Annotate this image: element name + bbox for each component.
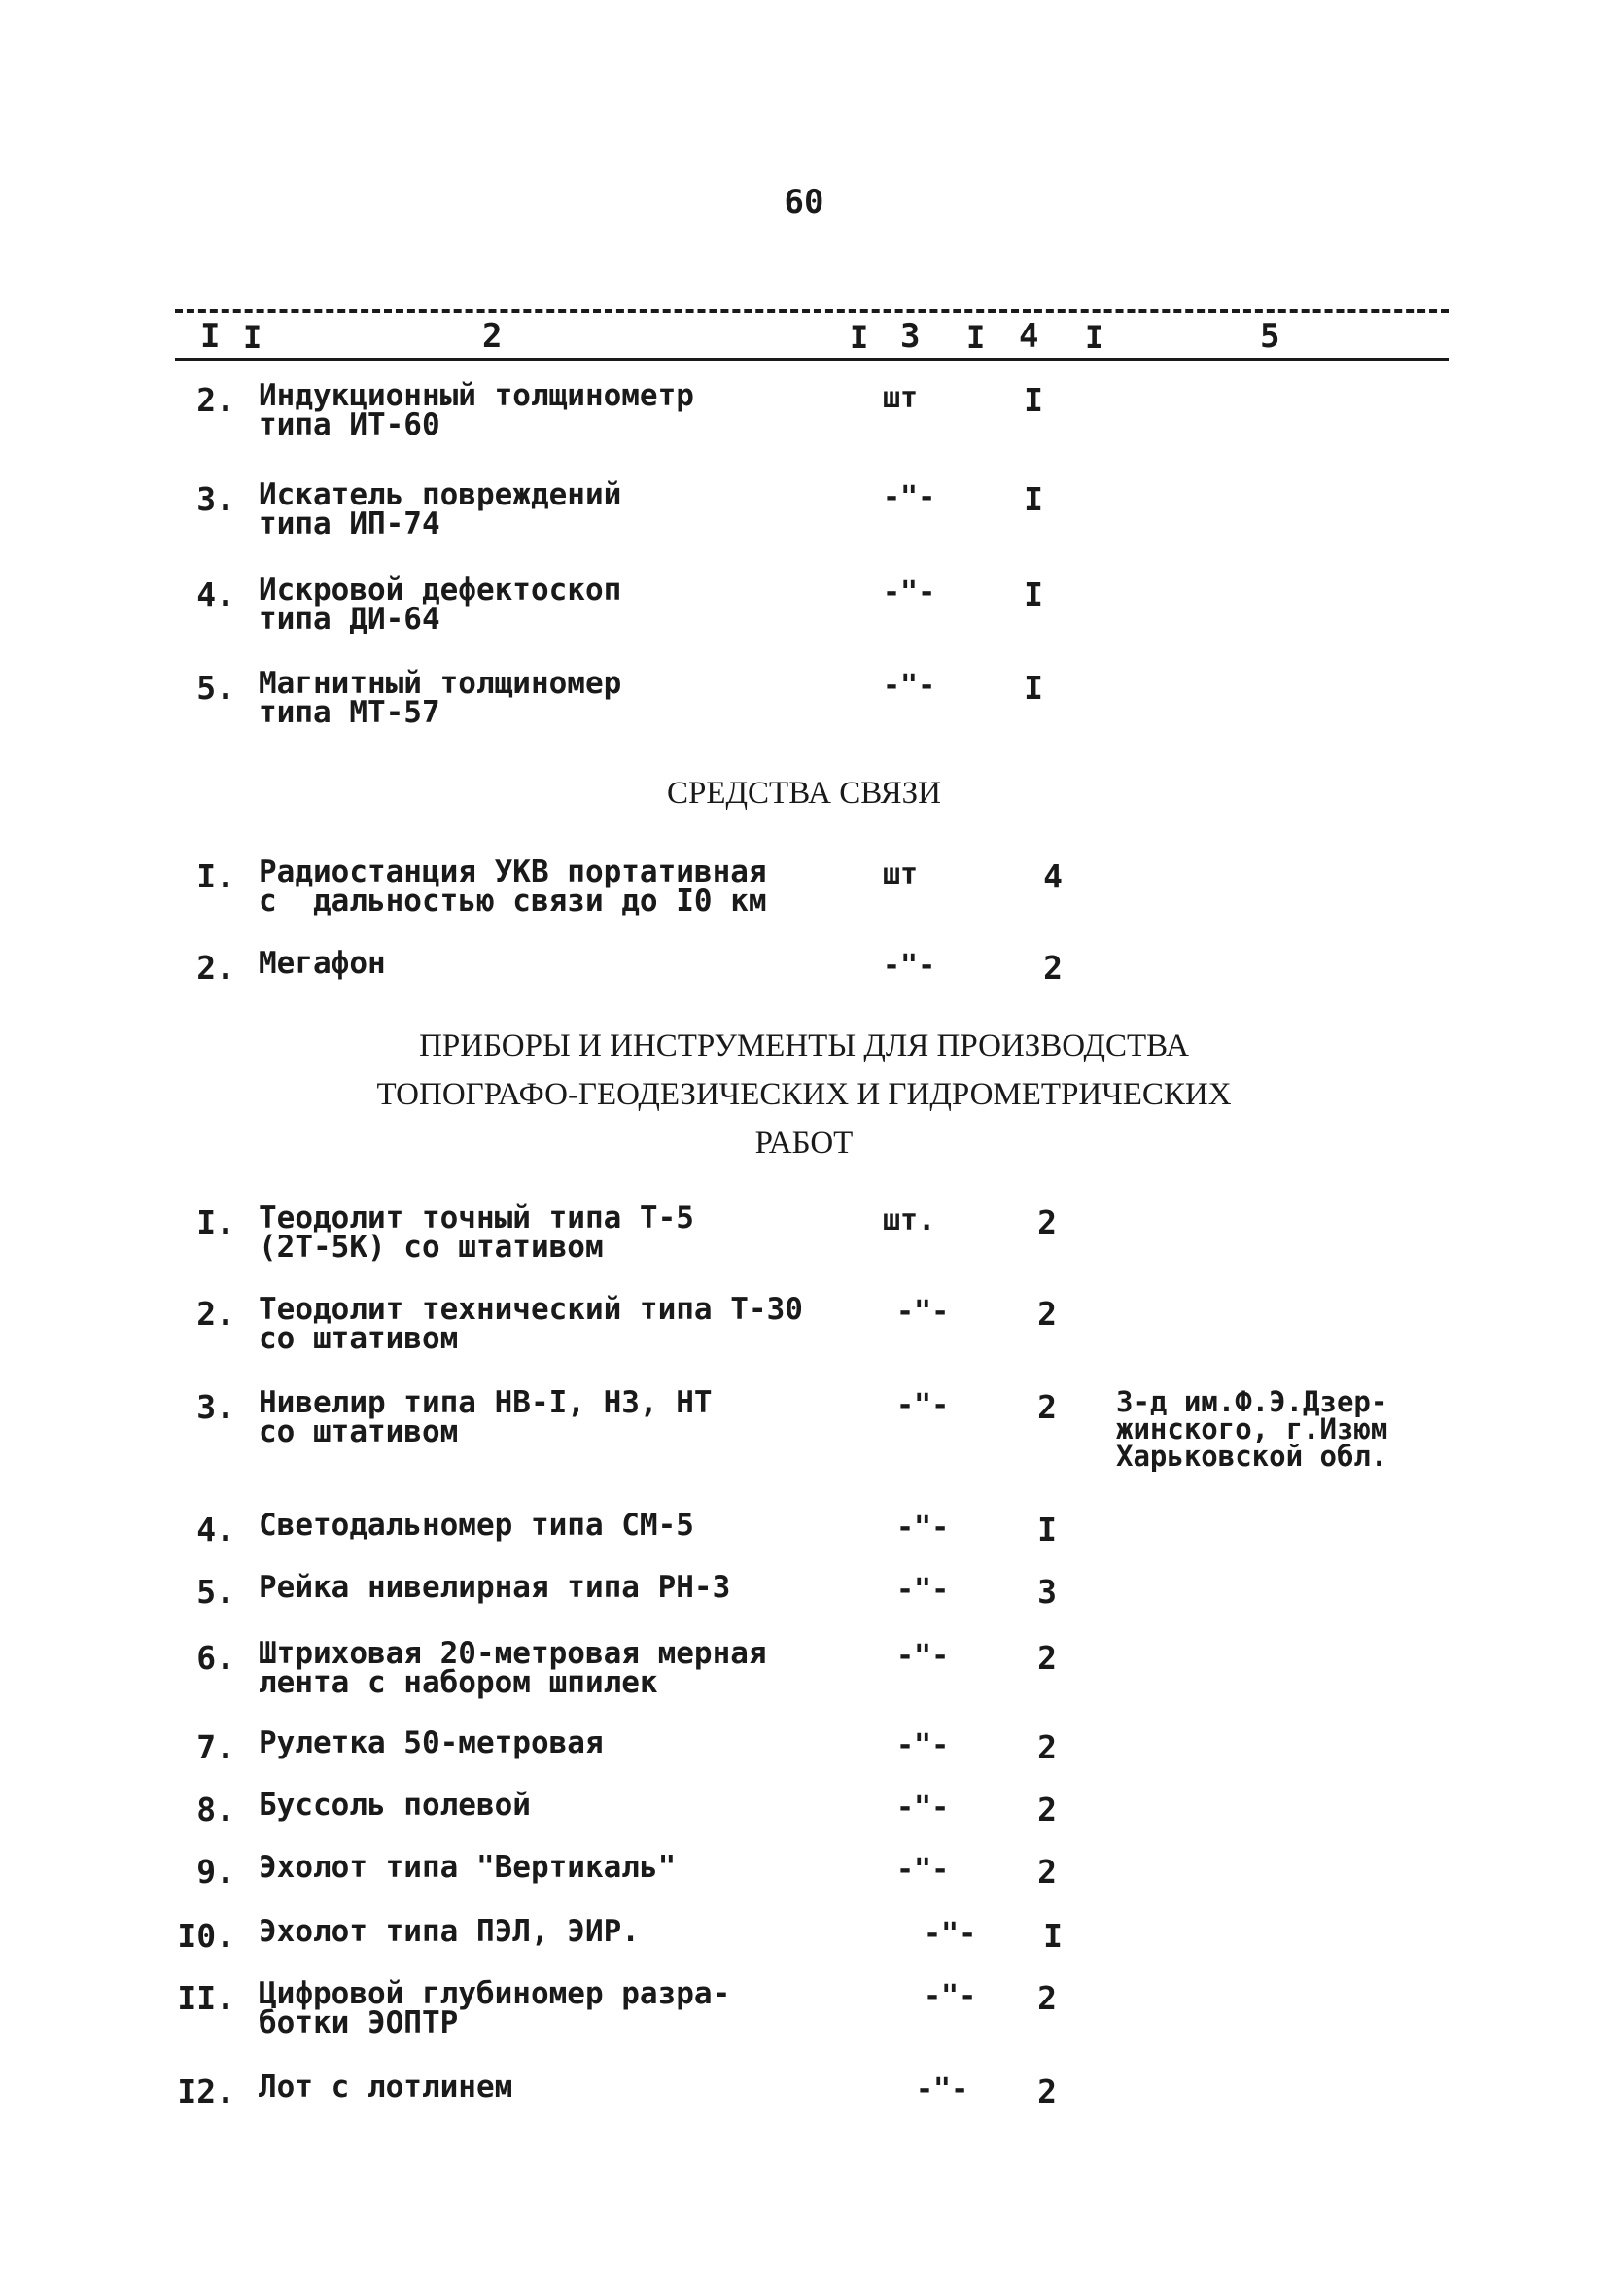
table-row	[0, 666, 1608, 747]
table-top-rule	[175, 309, 1449, 313]
item-name: Буссоль полевой	[259, 1788, 531, 1823]
item-name: Магнитный толщиномер типа МТ-57	[259, 666, 622, 730]
column-separator: I	[966, 319, 986, 356]
item-number: 2.	[196, 381, 235, 419]
item-quantity: 2	[1037, 1853, 1057, 1891]
item-quantity: 2	[1043, 949, 1063, 987]
table-row	[0, 378, 1608, 459]
item-quantity: I	[1024, 381, 1043, 419]
section-title: РАБОТ	[754, 1126, 854, 1161]
item-name: Эхолот типа ПЭЛ, ЭИР.	[259, 1914, 640, 1949]
item-name: Радиостанция УКВ портативная с дальностью связи до I0 км	[259, 854, 767, 919]
column-separator: I	[1085, 319, 1104, 356]
item-quantity: 2	[1037, 2072, 1057, 2110]
item-unit: -"-	[896, 1791, 950, 1825]
item-quantity: 2	[1037, 1295, 1057, 1333]
table-row	[0, 1976, 1608, 2057]
item-name: Цифровой глубиномер разра- ботки ЭОПТР	[259, 1976, 731, 2040]
item-number: 3.	[196, 480, 235, 518]
table-row	[0, 854, 1608, 935]
page-number: 60	[784, 183, 824, 222]
item-unit: -"-	[896, 1639, 950, 1673]
item-quantity: 4	[1043, 857, 1063, 895]
item-name: Искровой дефектоскоп типа ДИ-64	[259, 573, 622, 637]
column-header-1: I	[200, 317, 221, 356]
item-number: 8.	[196, 1791, 235, 1828]
item-quantity: 2	[1037, 1979, 1057, 2017]
item-name: Мегафон	[259, 946, 386, 981]
item-number: I.	[196, 857, 235, 895]
table-header-rule	[175, 358, 1449, 361]
item-quantity: I	[1024, 480, 1043, 518]
item-number: 4.	[196, 575, 235, 613]
item-unit: -"-	[896, 1388, 950, 1422]
item-unit: -"-	[896, 1295, 950, 1329]
item-name: Светодальномер типа СМ-5	[259, 1508, 694, 1543]
item-name: Искатель повреждений типа ИП-74	[259, 477, 622, 541]
item-number: I.	[196, 1203, 235, 1241]
item-unit: -"-	[883, 575, 936, 609]
column-header-5: 5	[1260, 317, 1280, 356]
item-quantity: I	[1037, 1511, 1057, 1548]
table-row	[0, 1636, 1608, 1717]
item-unit: -"-	[916, 2072, 969, 2106]
section-title: ПРИБОРЫ И ИНСТРУМЕНТЫ ДЛЯ ПРОИЗВОДСТВА	[419, 1028, 1189, 1063]
item-number: 2.	[196, 1295, 235, 1333]
item-number: 5.	[196, 669, 235, 707]
column-header-3: 3	[900, 317, 921, 356]
item-unit: шт	[883, 381, 919, 415]
item-name: Лот с лотлинем	[259, 2070, 513, 2105]
table-row	[0, 1200, 1608, 1281]
item-name: Теодолит точный типа Т-5 (2Т-5К) со штативом	[259, 1200, 694, 1265]
column-separator: I	[850, 319, 869, 356]
column-header-4: 4	[1019, 317, 1039, 356]
table-row	[0, 2072, 1608, 2150]
table-row	[0, 477, 1608, 558]
item-unit: шт	[883, 857, 919, 891]
item-quantity: I	[1024, 575, 1043, 613]
item-quantity: 2	[1037, 1203, 1057, 1241]
item-quantity: 2	[1037, 1639, 1057, 1677]
table-row	[0, 946, 1608, 1026]
item-unit: -"-	[883, 669, 936, 703]
item-number: 2.	[196, 949, 235, 987]
table-row	[0, 1385, 1608, 1473]
item-unit: -"-	[896, 1853, 950, 1887]
item-number: 7.	[196, 1728, 235, 1766]
item-unit: -"-	[896, 1728, 950, 1762]
item-unit: -"-	[896, 1511, 950, 1545]
item-name: Эхолот типа "Вертикаль"	[259, 1850, 677, 1885]
item-manufacturer-note: З-д им.Ф.Э.Дзер- жинского, г.Изюм Харьковской обл.	[1116, 1385, 1388, 1473]
item-unit: -"-	[883, 949, 936, 983]
item-name: Рейка нивелирная типа РН-3	[259, 1570, 731, 1605]
item-quantity: I	[1043, 1917, 1063, 1955]
item-number: I0.	[177, 1917, 235, 1955]
item-unit: шт.	[883, 1203, 936, 1237]
item-number: I2.	[177, 2072, 235, 2110]
item-name: Индукционный толщинометр типа ИТ-60	[259, 378, 694, 442]
table-row	[0, 575, 1608, 653]
item-name: Штриховая 20-метровая мерная лента с набором шпилек	[259, 1636, 767, 1700]
section-title: СРЕДСТВА СВЯЗИ	[667, 776, 941, 811]
item-name: Теодолит технический типа Т-30 со штативом	[259, 1292, 803, 1356]
item-name: Нивелир типа НВ-I, Н3, НТ со штативом	[259, 1385, 713, 1449]
item-quantity: 2	[1037, 1791, 1057, 1828]
item-quantity: 2	[1037, 1388, 1057, 1426]
item-quantity: I	[1024, 669, 1043, 707]
item-number: 4.	[196, 1511, 235, 1548]
item-number: 6.	[196, 1639, 235, 1677]
item-number: 9.	[196, 1853, 235, 1891]
item-quantity: 2	[1037, 1728, 1057, 1766]
item-unit: -"-	[924, 1917, 977, 1951]
column-header-2: 2	[482, 317, 503, 356]
item-unit: -"-	[896, 1573, 950, 1607]
table-row	[0, 1292, 1608, 1373]
section-title: ТОПОГРАФО-ГЕОДЕЗИЧЕСКИХ И ГИДРОМЕТРИЧЕСКИХ	[376, 1077, 1232, 1112]
item-number: 3.	[196, 1388, 235, 1426]
item-number: 5.	[196, 1573, 235, 1611]
item-unit: -"-	[883, 480, 936, 514]
item-name: Рулетка 50-метровая	[259, 1725, 604, 1760]
column-separator: I	[243, 319, 262, 356]
item-quantity: 3	[1037, 1573, 1057, 1611]
item-unit: -"-	[924, 1979, 977, 2013]
item-number: II.	[177, 1979, 235, 2017]
